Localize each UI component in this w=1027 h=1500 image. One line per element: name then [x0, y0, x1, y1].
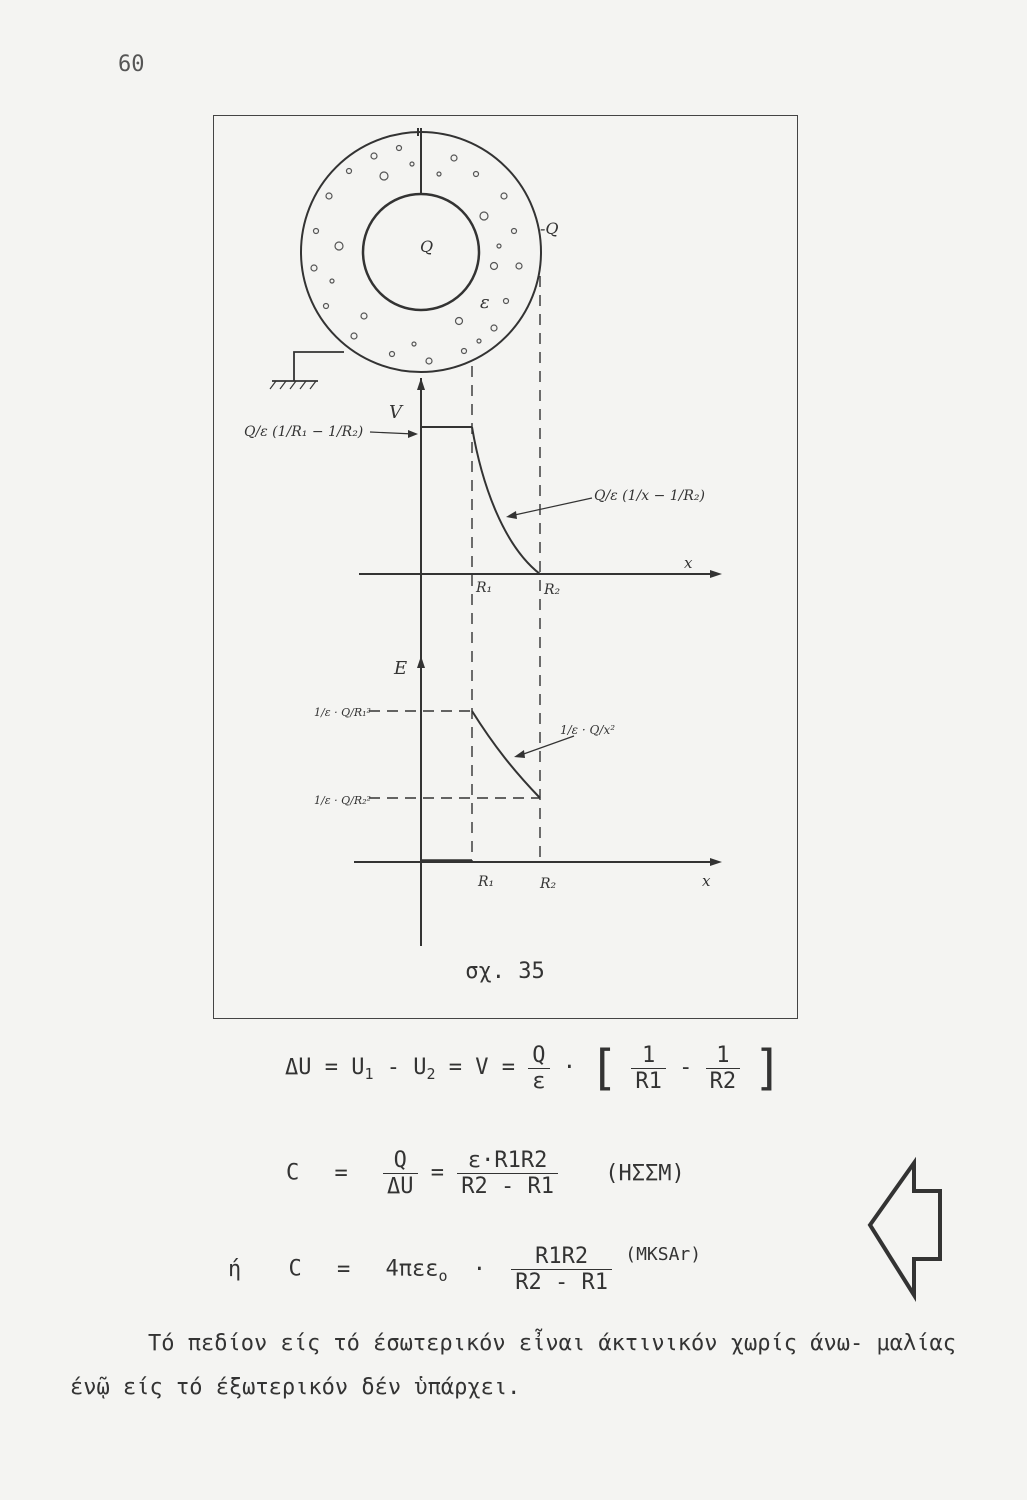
outer-charge-label: -Q	[540, 219, 559, 238]
figure-drawing	[214, 116, 797, 1018]
inner-charge-label: Q	[420, 237, 434, 256]
capacitor-cross-section	[270, 128, 559, 389]
eq3-units: (MKSAr)	[625, 1243, 702, 1265]
eq2-equals2: =	[430, 1160, 444, 1186]
equation-capacitance-cgs	[286, 1148, 685, 1199]
eq2-equals: =	[334, 1160, 348, 1186]
v-level-label: Q/ε (1/R₁ − 1/R₂)	[244, 424, 364, 440]
ground-icon	[270, 381, 316, 389]
e-level-r1-label: 1/ε · Q/R₁²	[314, 706, 371, 719]
potential-graph	[244, 378, 722, 946]
eq1-minus: -	[679, 1055, 693, 1080]
e-level-r2-label: 1/ε · Q/R₂²	[314, 794, 371, 807]
eq2-fraction1: $\frac{Q}{\Delta U}$	[383, 1148, 418, 1199]
field-curve	[472, 711, 540, 798]
eq3-lhs: C	[288, 1256, 302, 1282]
r1-bottom-label: R₁	[478, 874, 495, 890]
eq3-dot: ·	[472, 1256, 487, 1282]
e-curve-label: 1/ε · Q/x²	[560, 723, 616, 737]
r2-bottom-label: R₂	[540, 876, 557, 892]
eq1-fraction: $\frac{Q}{\varepsilon}$	[528, 1043, 549, 1094]
r1-top-label: R₁	[476, 580, 493, 596]
left-arrow-icon	[862, 1155, 946, 1305]
eq2-lhs: C	[286, 1160, 300, 1186]
dielectric-label: ε	[480, 292, 490, 313]
eq3-or: ή	[228, 1256, 242, 1282]
e-axis-label: E	[394, 658, 408, 679]
eq1-bracket-frac2: $\frac{1}{R2}$	[706, 1043, 741, 1094]
eq3-fraction: $\frac{R1R2}{R2 - R1}$	[511, 1244, 612, 1295]
page-number: 60	[118, 52, 145, 77]
eq1-sub2: 2	[426, 1065, 436, 1083]
equation-capacitance-mksa	[228, 1244, 701, 1295]
v-axis-label: V	[389, 402, 402, 423]
eq1-dot: ·	[562, 1055, 576, 1080]
eq2-units: (ΗΣΣΜ)	[605, 1160, 685, 1186]
equation-potential-difference	[285, 1040, 782, 1096]
v-curve-label: Q/ε (1/x − 1/R₂)	[594, 488, 706, 504]
eq3-coef: 4πεε	[385, 1256, 439, 1282]
potential-curve	[472, 427, 540, 574]
right-bracket: ]	[753, 1040, 783, 1096]
r2-top-label: R₂	[544, 582, 561, 598]
eq3-coef-sub: o	[438, 1266, 448, 1285]
eq3-equals: =	[337, 1256, 351, 1282]
eq1-right: = V =	[435, 1055, 529, 1080]
x-axis-bottom-label: x	[702, 872, 711, 890]
body-paragraph: Τό πεδίον είς τό έσωτερικόν εἶναι άκτινικόν χωρίς άνω- μαλίας ένῷ είς τό έξωτερικόν δέν ὑπάρχει.	[70, 1331, 956, 1400]
eq1-bracket-frac1: $\frac{1}{R1}$	[631, 1043, 666, 1094]
x-axis-top-label: x	[684, 554, 693, 572]
figure-35	[213, 115, 798, 1019]
eq1-left: ΔU = U	[285, 1055, 365, 1080]
eq1-sub1: 1	[364, 1065, 374, 1083]
eq2-fraction2: $\frac{\varepsilon\cdot R1R2}{R2 - R1}$	[457, 1148, 558, 1199]
left-bracket: [	[589, 1040, 619, 1096]
field-graph	[314, 656, 722, 892]
figure-caption: σχ. 35	[465, 959, 545, 984]
eq1-mid: - U	[373, 1055, 427, 1080]
